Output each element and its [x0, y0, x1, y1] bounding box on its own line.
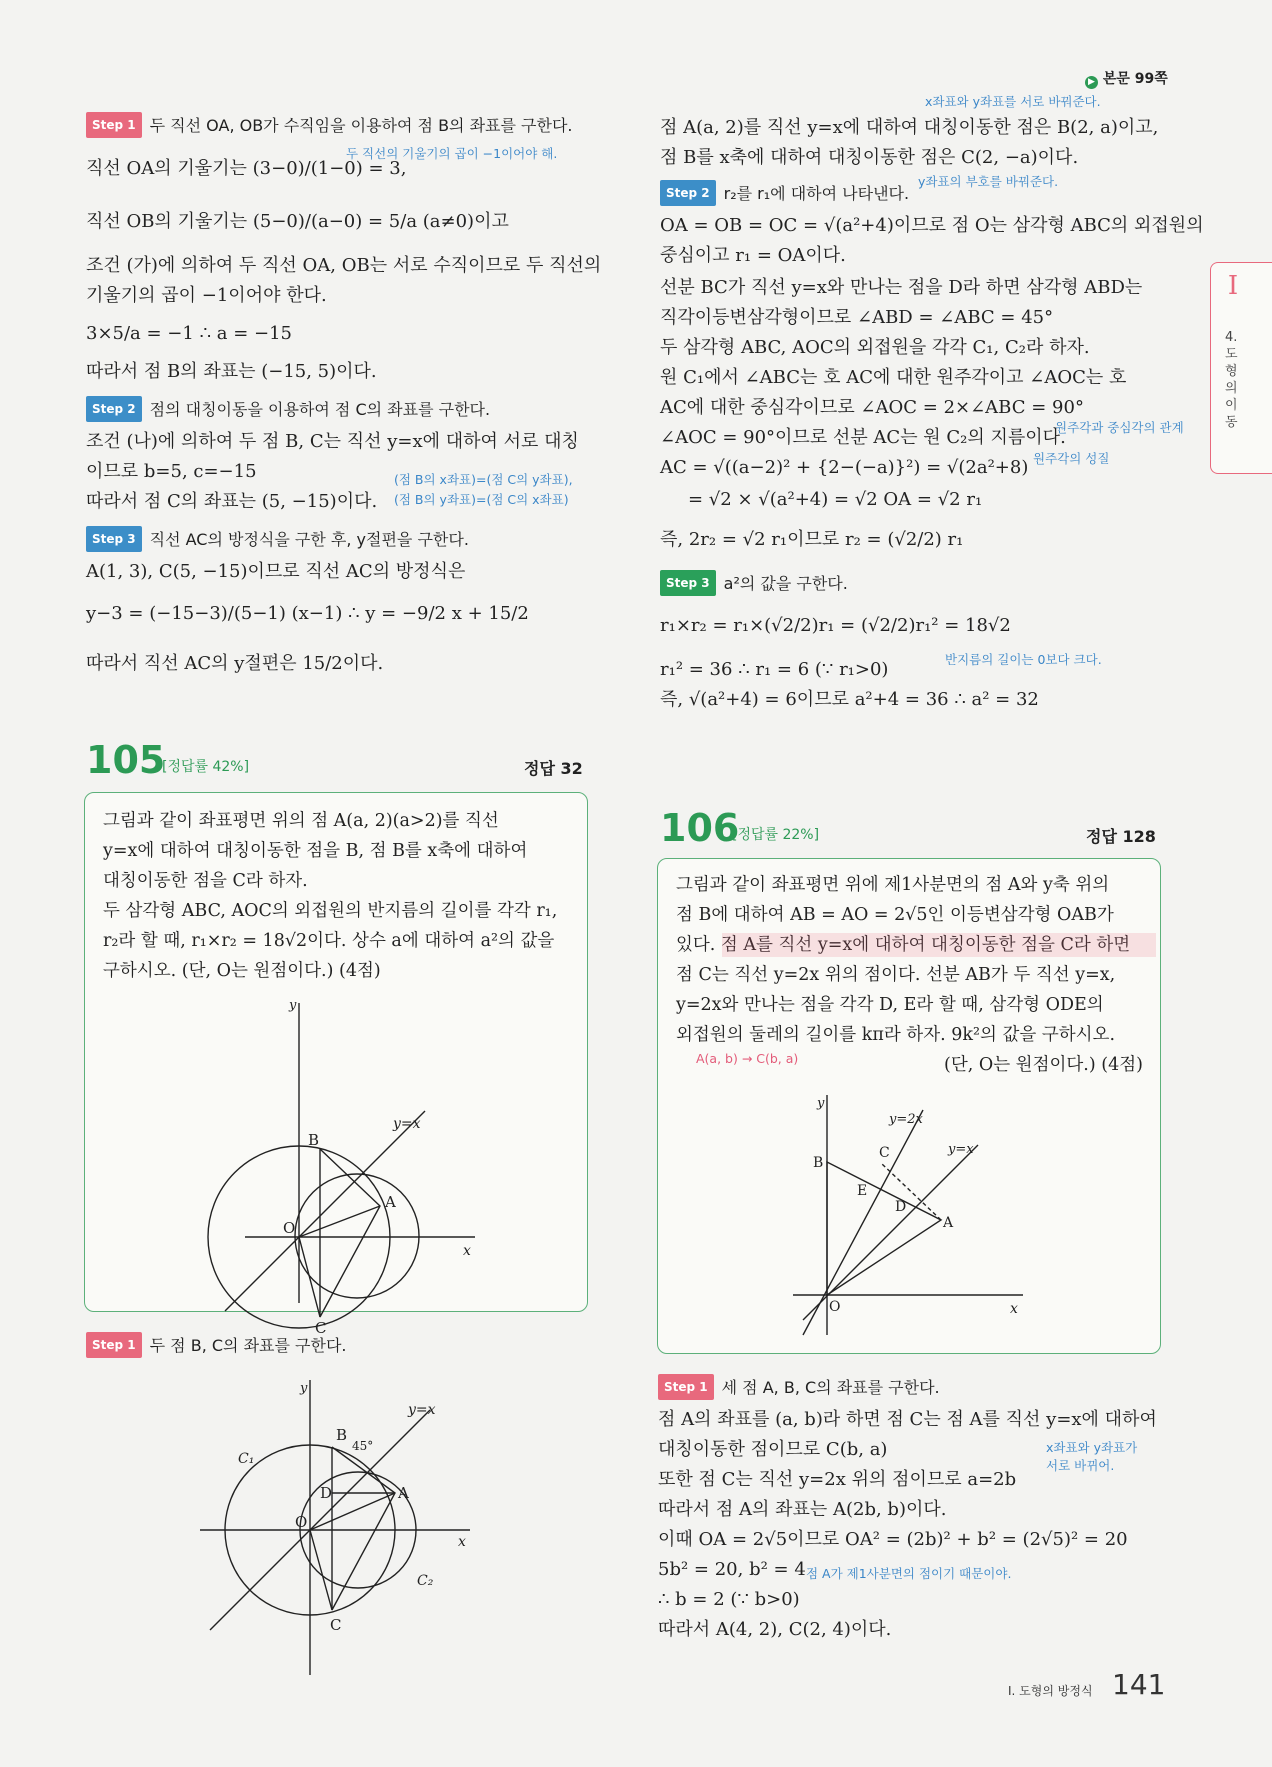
- solution-line: 즉, 2r₂ = √2 r₁이므로 r₂ = (√2/2) r₁: [660, 529, 964, 550]
- label-y-eq-x: y=x: [393, 1116, 421, 1132]
- figure-106: [783, 1095, 1043, 1345]
- annotation-note: 반지름의 길이는 0보다 크다.: [945, 652, 1102, 667]
- solution-line: 직선 OA의 기울기는 (3−0)/(1−0) = 3,: [86, 158, 407, 179]
- solution-line: 선분 BC가 직선 y=x와 만나는 점을 D라 하면 삼각형 ABD는: [660, 277, 1143, 298]
- label-y-eq-x: y=x: [948, 1142, 974, 1157]
- solution-line: ∠AOC = 90°이므로 선분 AC는 원 C₂의 지름이다.: [660, 427, 1066, 448]
- problem-text-line: 그림과 같이 좌표평면 위에 제1사분면의 점 A와 y축 위의: [676, 875, 1110, 895]
- solution-line: 이므로 b=5, c=−15: [86, 461, 257, 482]
- step-heading: Step 3 a²의 값을 구한다.: [660, 570, 848, 596]
- arrow-circle-icon: ▶: [1085, 76, 1098, 89]
- solution-line: A(1, 3), C(5, −15)이므로 직선 AC의 방정식은: [86, 561, 466, 582]
- solution-line: y−3 = (−15−3)/(5−1) (x−1) ∴ y = −9/2 x + 15/2: [86, 603, 529, 624]
- annotation-note: (점 B의 y좌표)=(점 C의 x좌표): [394, 492, 569, 507]
- step-heading: Step 2 점의 대칭이동을 이용하여 점 C의 좌표를 구한다.: [86, 396, 490, 422]
- label-o: O: [829, 1299, 841, 1315]
- footer-chapter: I. 도형의 방정식: [1008, 1684, 1093, 1698]
- label-a: A: [398, 1484, 409, 1502]
- label-y: y: [300, 1381, 308, 1396]
- segment-oa: [299, 1206, 380, 1237]
- label-y-eq-x: y=x: [408, 1402, 436, 1418]
- solution-line: 두 삼각형 ABC, AOC의 외접원을 각각 C₁, C₂라 하자.: [660, 337, 1090, 358]
- solution-line: 점 A(a, 2)를 직선 y=x에 대하여 대칭이동한 점은 B(2, a)이고,: [660, 117, 1159, 138]
- solution-line: 5b² = 20, b² = 4: [658, 1559, 806, 1580]
- solution-line: OA = OB = OC = √(a²+4)이므로 점 O는 삼각형 ABC의 외접원의: [660, 215, 1204, 236]
- step-heading: Step 3 직선 AC의 방정식을 구한 후, y절편을 구한다.: [86, 526, 469, 552]
- problem-text-line: 점 B에 대하여 AB = AO = 2√5인 이등변삼각형 OAB가: [676, 905, 1114, 925]
- solution-line: AC에 대한 중심각이므로 ∠AOC = 2×∠ABC = 90°: [660, 397, 1084, 418]
- solution-line: 따라서 직선 AC의 y절편은 15/2이다.: [86, 653, 384, 674]
- label-a: A: [385, 1193, 396, 1211]
- annotation-note: 두 직선의 기울기의 곱이 −1이어야 해.: [346, 146, 558, 161]
- answer-label: 정답 128: [1086, 827, 1156, 846]
- problem-box: [657, 858, 1161, 1354]
- chapter-roman: I: [1227, 271, 1239, 301]
- solution-line: AC = √((a−2)² + {2−(−a)}²) = √(2a²+8): [660, 457, 1029, 478]
- segment-oc: [310, 1530, 332, 1610]
- problem-text-line: 그림과 같이 좌표평면 위의 점 A(a, 2)(a>2)를 직선: [103, 811, 499, 831]
- annotation-note: A(a, b) → C(b, a): [696, 1051, 799, 1066]
- problem-text-line: (단, O는 원점이다.) (4점): [944, 1055, 1143, 1075]
- problem-number: 106: [660, 806, 740, 850]
- problem-text-line: 구하시오. (단, O는 원점이다.) (4점): [103, 961, 381, 981]
- correct-rate: [정답률 42%]: [162, 759, 250, 775]
- annotation-note: 원주각과 중심각의 관계: [1055, 420, 1184, 435]
- problem-number: 105: [86, 738, 166, 782]
- solution-line: 조건 (나)에 의하여 두 점 B, C는 직선 y=x에 대하여 서로 대칭: [86, 431, 579, 452]
- solution-line: 또한 점 C는 직선 y=2x 위의 점이므로 a=2b: [658, 1469, 1017, 1490]
- solution-line: 기울기의 곱이 −1이어야 한다.: [86, 285, 327, 306]
- circle-c2: [295, 1174, 419, 1298]
- annotation-note: x좌표와 y좌표가: [1046, 1440, 1138, 1455]
- solution-line: 대칭이동한 점이므로 C(b, a): [658, 1439, 888, 1460]
- solution-line: r₁² = 36 ∴ r₁ = 6 (∵ r₁>0): [660, 659, 889, 680]
- solution-line: 중심이고 r₁ = OA이다.: [660, 245, 846, 266]
- label-d: D: [895, 1199, 907, 1215]
- label-a: A: [943, 1215, 954, 1231]
- label-b: B: [308, 1131, 320, 1149]
- correct-rate: [정답률 22%]: [732, 827, 820, 843]
- annotation-note: (점 B의 x좌표)=(점 C의 y좌표),: [394, 472, 573, 487]
- label-e: E: [857, 1183, 868, 1199]
- label-c: C: [879, 1145, 890, 1161]
- solution-line: 따라서 점 C의 좌표는 (5, −15)이다.: [86, 491, 378, 512]
- annotation-note: 원주각의 성질: [1033, 451, 1110, 466]
- step-heading: Step 2 r₂를 r₁에 대하여 나타낸다.: [660, 180, 909, 206]
- annotation-note: 서로 바뀌어.: [1046, 1458, 1115, 1473]
- label-x: x: [463, 1243, 471, 1259]
- label-c: C: [315, 1319, 327, 1337]
- solution-line: 직각이등변삼각형이므로 ∠ABD = ∠ABC = 45°: [660, 307, 1054, 328]
- label-o: O: [283, 1219, 296, 1237]
- problem-text-line: 있다. 점 A를 직선 y=x에 대하여 대칭이동한 점을 C라 하면: [676, 935, 1131, 955]
- label-c: C: [330, 1616, 342, 1634]
- chapter-side-tab[interactable]: [1210, 262, 1272, 474]
- step-heading: Step 1 두 점 B, C의 좌표를 구한다.: [86, 1332, 347, 1358]
- page-number: 141: [1112, 1668, 1166, 1701]
- label-x: x: [458, 1534, 466, 1550]
- problem-text-line: r₂라 할 때, r₁×r₂ = 18√2이다. 상수 a에 대하여 a²의 값을: [103, 931, 555, 951]
- solution-line: = √2 × √(a²+4) = √2 OA = √2 r₁: [688, 489, 983, 510]
- label-c2: C₂: [417, 1573, 434, 1589]
- figure-105-solution: [200, 1380, 500, 1680]
- label-y-eq-2x: y=2x: [889, 1112, 923, 1127]
- highlight: [722, 933, 1156, 957]
- problem-text-line: 외접원의 둘레의 길이를 kπ라 하자. 9k²의 값을 구하시오.: [676, 1025, 1116, 1045]
- solution-line: 따라서 점 A의 좌표는 A(2b, b)이다.: [658, 1499, 947, 1520]
- label-y: y: [289, 998, 297, 1013]
- annotation-note: 점 A가 제1사분면의 점이기 때문이야.: [806, 1566, 1012, 1581]
- label-c1: C₁: [238, 1451, 255, 1467]
- solution-line: 직선 OB의 기울기는 (5−0)/(a−0) = 5/a (a≠0)이고: [86, 211, 509, 232]
- solution-line: 이때 OA = 2√5이므로 OA² = (2b)² + b² = (2√5)² = 20: [658, 1529, 1128, 1550]
- page-ref: ▶ 본문 99쪽: [1085, 68, 1168, 89]
- step-heading: Step 1 세 점 A, B, C의 좌표를 구한다.: [658, 1374, 940, 1400]
- solution-line: 점 B를 x축에 대하여 대칭이동한 점은 C(2, −a)이다.: [660, 147, 1079, 168]
- problem-text-line: y=x에 대하여 대칭이동한 점을 B, 점 B를 x축에 대하여: [103, 841, 528, 861]
- solution-line: 즉, √(a²+4) = 6이므로 a²+4 = 36 ∴ a² = 32: [660, 689, 1039, 710]
- solution-line: r₁×r₂ = r₁×(√2/2)r₁ = (√2/2)r₁² = 18√2: [660, 615, 1011, 636]
- solution-line: 원 C₁에서 ∠ABC는 호 AC에 대한 원주각이고 ∠AOC는 호: [660, 367, 1127, 388]
- segment-oc: [299, 1237, 320, 1317]
- answer-label: 정답 32: [524, 759, 583, 778]
- annotation-note: x좌표와 y좌표를 서로 바꿔준다.: [925, 94, 1101, 109]
- label-b: B: [336, 1426, 348, 1444]
- line-y-eq-x: [210, 1410, 430, 1630]
- chapter-tab-title: 4. 도형의 이동: [1225, 330, 1238, 430]
- solution-line: ∴ b = 2 (∵ b>0): [658, 1589, 800, 1610]
- label-b: B: [813, 1155, 824, 1171]
- problem-box: [84, 792, 588, 1337]
- solution-line: 따라서 A(4, 2), C(2, 4)이다.: [658, 1619, 892, 1640]
- solution-line: 따라서 점 B의 좌표는 (−15, 5)이다.: [86, 361, 377, 382]
- label-y: y: [817, 1096, 825, 1111]
- problem-text-line: 점 C는 직선 y=2x 위의 점이다. 선분 AB가 두 직선 y=x,: [676, 965, 1116, 985]
- line-y-eq-x: [225, 1111, 425, 1311]
- solution-line: 3×5/a = −1 ∴ a = −15: [86, 323, 292, 344]
- label-o: O: [295, 1513, 308, 1531]
- label-x: x: [1010, 1301, 1018, 1317]
- label-angle: 45°: [352, 1439, 374, 1453]
- problem-text-line: y=2x와 만나는 점을 각각 D, E라 할 때, 삼각형 ODE의: [676, 995, 1104, 1015]
- problem-text-line: 두 삼각형 ABC, AOC의 외접원의 반지름의 길이를 각각 r₁,: [103, 901, 558, 921]
- problem-text-line: 대칭이동한 점을 C라 하자.: [103, 871, 308, 891]
- step-heading: Step 1 두 직선 OA, OB가 수직임을 이용하여 점 B의 좌표를 구한다.: [86, 112, 573, 138]
- figure-105: [185, 993, 485, 1337]
- solution-line: 조건 (가)에 의하여 두 직선 OA, OB는 서로 수직이므로 두 직선의: [86, 255, 602, 276]
- solution-line: 점 A의 좌표를 (a, b)라 하면 점 C는 점 A를 직선 y=x에 대하여: [658, 1409, 1157, 1430]
- annotation-note: y좌표의 부호를 바꿔준다.: [918, 174, 1059, 189]
- label-d: D: [320, 1484, 333, 1502]
